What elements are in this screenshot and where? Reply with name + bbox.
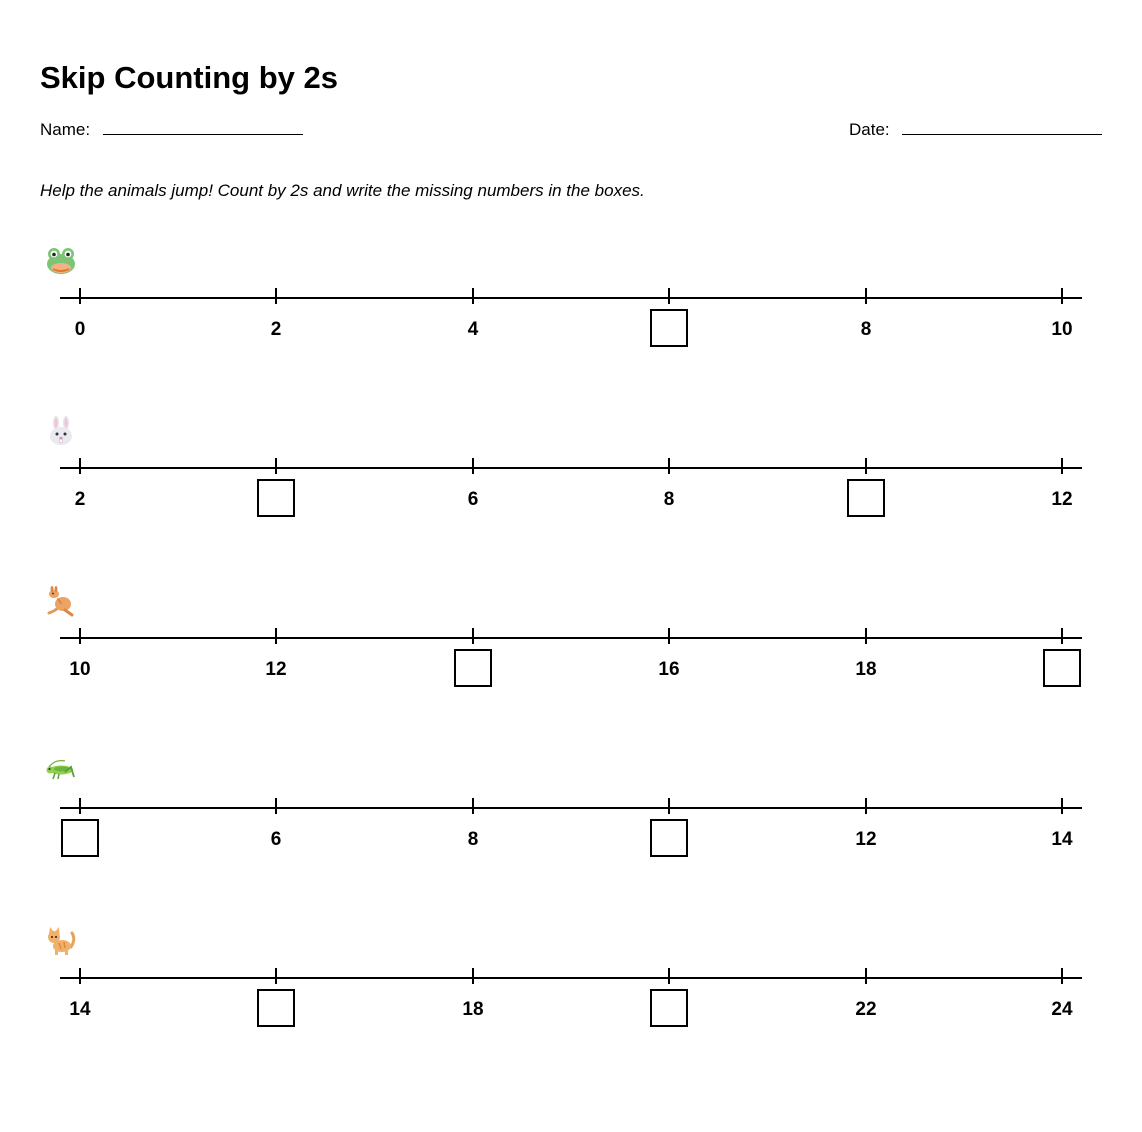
tick-mark bbox=[1061, 288, 1063, 304]
grasshopper-icon bbox=[45, 755, 77, 787]
answer-box[interactable] bbox=[650, 309, 688, 347]
number-line-row bbox=[0, 925, 1142, 1065]
number-label: 18 bbox=[462, 999, 484, 1020]
tick-mark bbox=[79, 798, 81, 814]
frog-icon bbox=[45, 245, 77, 277]
answer-box[interactable] bbox=[257, 479, 295, 517]
tick-mark bbox=[865, 798, 867, 814]
answer-box[interactable] bbox=[650, 819, 688, 857]
tick-mark bbox=[79, 968, 81, 984]
tick-mark bbox=[275, 628, 277, 644]
number-line-row bbox=[0, 415, 1142, 555]
tick-mark bbox=[668, 798, 670, 814]
tick-mark bbox=[275, 798, 277, 814]
number-label: 0 bbox=[74, 319, 86, 340]
cat-icon bbox=[45, 925, 77, 957]
tick-mark bbox=[1061, 798, 1063, 814]
answer-box[interactable] bbox=[454, 649, 492, 687]
tick-mark bbox=[472, 458, 474, 474]
tick-mark bbox=[668, 288, 670, 304]
tick-mark bbox=[1061, 458, 1063, 474]
number-label: 22 bbox=[855, 999, 877, 1020]
instructions: Help the animals jump! Count by 2s and write the missing numbers in the boxes. bbox=[40, 181, 645, 200]
number-line-row bbox=[0, 755, 1142, 895]
tick-mark bbox=[865, 458, 867, 474]
worksheet-title: Skip Counting by 2s bbox=[40, 60, 338, 95]
tick-mark bbox=[865, 968, 867, 984]
tick-mark bbox=[865, 628, 867, 644]
tick-mark bbox=[275, 458, 277, 474]
number-label: 14 bbox=[1051, 829, 1073, 850]
number-line-row bbox=[0, 585, 1142, 725]
number-line bbox=[60, 297, 1082, 299]
number-label: 8 bbox=[860, 319, 872, 340]
number-label: 24 bbox=[1051, 999, 1073, 1020]
rabbit-icon bbox=[45, 415, 77, 447]
answer-box[interactable] bbox=[61, 819, 99, 857]
number-label: 8 bbox=[663, 489, 675, 510]
date-blank-line[interactable] bbox=[902, 134, 1102, 135]
number-label: 4 bbox=[467, 319, 479, 340]
tick-mark bbox=[865, 288, 867, 304]
tick-mark bbox=[472, 968, 474, 984]
number-line-row bbox=[0, 245, 1142, 385]
tick-mark bbox=[472, 288, 474, 304]
tick-mark bbox=[668, 968, 670, 984]
number-label: 12 bbox=[855, 829, 877, 850]
number-label: 6 bbox=[270, 829, 282, 850]
tick-mark bbox=[79, 628, 81, 644]
number-label: 2 bbox=[74, 489, 86, 510]
number-line bbox=[60, 807, 1082, 809]
tick-mark bbox=[472, 628, 474, 644]
number-line bbox=[60, 637, 1082, 639]
number-line bbox=[60, 467, 1082, 469]
answer-box[interactable] bbox=[257, 989, 295, 1027]
number-label: 2 bbox=[270, 319, 282, 340]
tick-mark bbox=[668, 458, 670, 474]
answer-box[interactable] bbox=[847, 479, 885, 517]
tick-mark bbox=[79, 458, 81, 474]
tick-mark bbox=[668, 628, 670, 644]
answer-box[interactable] bbox=[1043, 649, 1081, 687]
number-label: 18 bbox=[855, 659, 877, 680]
name-label: Name: bbox=[40, 120, 91, 139]
tick-mark bbox=[275, 288, 277, 304]
number-label: 12 bbox=[265, 659, 287, 680]
number-label: 6 bbox=[467, 489, 479, 510]
kangaroo-icon bbox=[45, 585, 77, 617]
date-label: Date: bbox=[849, 120, 890, 139]
number-label: 10 bbox=[69, 659, 91, 680]
number-label: 10 bbox=[1051, 319, 1073, 340]
number-label: 14 bbox=[69, 999, 91, 1020]
name-blank-line[interactable] bbox=[103, 134, 303, 135]
tick-mark bbox=[1061, 628, 1063, 644]
number-line bbox=[60, 977, 1082, 979]
tick-mark bbox=[1061, 968, 1063, 984]
number-label: 8 bbox=[467, 829, 479, 850]
tick-mark bbox=[472, 798, 474, 814]
number-label: 12 bbox=[1051, 489, 1073, 510]
tick-mark bbox=[79, 288, 81, 304]
number-label: 16 bbox=[658, 659, 680, 680]
answer-box[interactable] bbox=[650, 989, 688, 1027]
tick-mark bbox=[275, 968, 277, 984]
